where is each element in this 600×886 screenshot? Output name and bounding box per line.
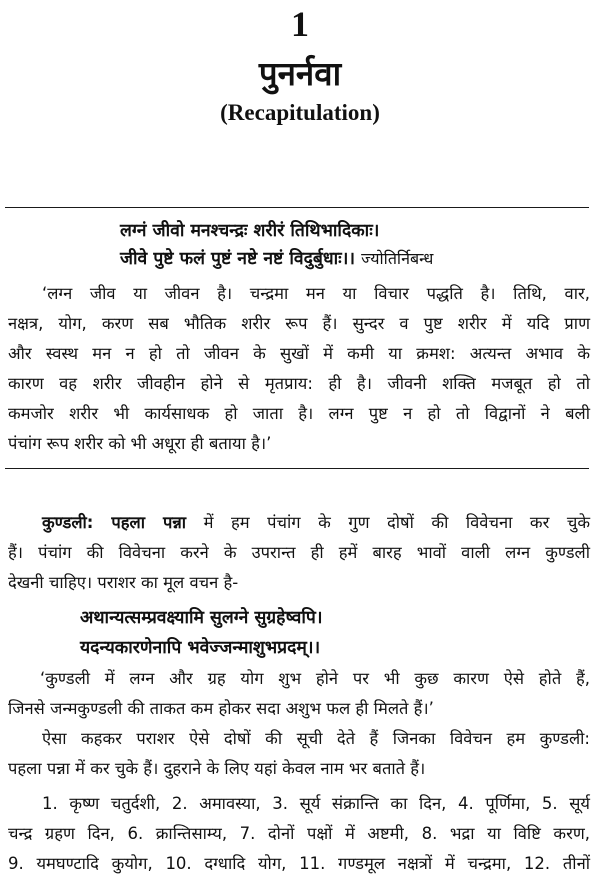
chapter-number: 1 [291,4,309,44]
chapter-title: पुनर्नवा [258,54,342,93]
epigraph-translation-line: कमजोर शरीर भी कार्यसाधक हो जाता है। लग्न पुष्ट न हो तो विद्वानों ने बली [8,404,590,423]
epigraph-verse-line [120,244,433,274]
body-paragraph-line: देखनी चाहिए। पराशर का मूल वचन है- [8,573,239,592]
book-reference: कुण्डली: पहला पन्ना [42,513,187,532]
chapter-subtitle: (Recapitulation) [220,100,380,125]
dosha-list-line: चन्द्र ग्रहण दिन, 6. क्रान्तिसाम्य, 7. दोनों पक्षों में अष्टमी, 8. भद्रा या विष्टि करण, [8,824,590,843]
body-paragraph-line [42,508,590,538]
paragraph-text: में हम पंचांग के गुण दोषों की विवेचना कर चुके [186,513,591,532]
dosha-list-line: 1. कृष्ण चतुर्दशी, 2. अमावस्या, 3. सूर्य संक्रान्ति का दिन, 4. पूर्णिमा, 5. सूर्य [42,794,590,813]
body-paragraph-line: हैं। पंचांग की विवेचना करने के उपरान्त ही हमें बारह भावों वाली लग्न कुण्डली [8,543,590,562]
epigraph-verse-line: लग्नं जीवो मनश्चन्द्रः शरीरं तिथिभादिकाः। [120,221,380,241]
body-paragraph-line: जिनसे जन्मकुण्डली की ताकत कम होकर सदा अशुभ फल ही मिलते हैं।’ [8,699,434,718]
body-paragraph-line: पहला पन्ना में कर चुके हैं। दुहराने के लिए यहां केवल नाम भर बताते हैं। [8,759,426,778]
body-paragraph-line: ऐसा कहकर पराशर ऐसे दोषों की सूची देते हैं जिनका विवेचन हम कुण्डली: [42,729,590,748]
epigraph-translation-line: नक्षत्र, योग, करण सब भौतिक शरीर रूप हैं। सुन्दर व पुष्ट शरीर में यदि प्राण [8,314,590,333]
epigraph-translation-line: और स्वस्थ मन न हो तो जीवन के सुखों में कमी या क्रमश: अत्यन्त अभाव के [8,344,590,363]
epigraph-translation-line: पंचांग रूप शरीर को भी अधूरा ही बताया है।’ [8,434,272,453]
bottom-divider [5,468,589,469]
top-divider [5,207,589,208]
epigraph-translation-line: कारण वह शरीर जीवहीन होने से मृतप्राय: ही है। जीवनी शक्ति मजबूत हो तो [8,374,590,393]
epigraph-verse-text: जीवे पुष्टे फलं पुष्टं नष्टे नष्टं विदुर्बुधाः।। [120,249,355,269]
sanskrit-verse-line: अथान्यत्सम्प्रवक्ष्यामि सुलग्ने सुग्रहेष्वपि। [80,608,323,628]
dosha-list-line: 9. यमघण्टादि कुयोग, 10. दग्धादि योग, 11. गण्डमूल नक्षत्रों में चन्द्रमा, 12. तीनों [8,854,590,873]
epigraph-source: ज्योतिर्निबन्ध [361,249,434,268]
epigraph-translation-line: ‘लग्न जीव या जीवन है। चन्द्रमा मन या विचार पद्धति है। तिथि, वार, [42,284,590,303]
body-paragraph-line: ‘कुण्डली में लग्न और ग्रह योग शुभ होने पर भी कुछ कारण ऐसे होते हैं, [40,669,590,688]
sanskrit-verse-line: यदन्यकारणेनापि भवेज्जन्माशुभप्रदम्।। [80,638,321,658]
